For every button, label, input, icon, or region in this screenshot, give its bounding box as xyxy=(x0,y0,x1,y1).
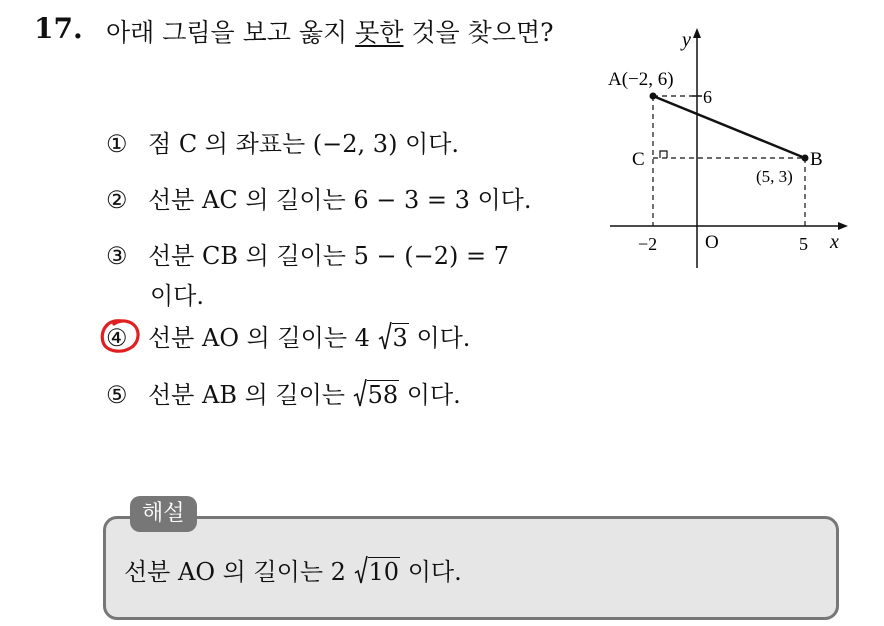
tick-label-x-neg2: −2 xyxy=(638,234,658,254)
option-5-text-post: 이다. xyxy=(399,381,461,409)
option-3-text-line2: 이다. xyxy=(150,282,204,310)
option-4-number: ④ xyxy=(106,324,128,352)
option-4-text-post: 이다. xyxy=(408,324,471,352)
option-4-radicand: 3 xyxy=(392,324,408,352)
question-text-emphasis: 못한 xyxy=(355,18,404,47)
coordinate-graph xyxy=(600,20,850,280)
option-2[interactable] xyxy=(106,180,531,220)
option-2-text: 선분 AC 의 길이는 6 − 3 = 3 이다. xyxy=(148,186,532,214)
option-5-text-pre: 선분 AB 의 길이는 xyxy=(148,381,353,409)
tick-label-x-5: 5 xyxy=(799,234,808,254)
explanation-tag: 해설 xyxy=(130,496,197,532)
point-b-dot xyxy=(802,155,809,162)
point-c-label: C xyxy=(632,149,645,170)
option-4[interactable] xyxy=(106,318,470,358)
origin-label: O xyxy=(705,232,719,253)
question-text-after: 것을 찾으면? xyxy=(403,18,554,47)
explanation-text-pre: 선분 AO 의 길이는 2 xyxy=(124,558,354,586)
option-5-radicand: 58 xyxy=(367,381,399,409)
option-5[interactable] xyxy=(106,375,461,415)
question-text-before: 아래 그림을 보고 옳지 xyxy=(106,18,356,47)
question-number: 17. xyxy=(34,12,83,45)
option-4-sqrt xyxy=(378,318,409,358)
option-1-text: 점 C 의 좌표는 (−2, 3) 이다. xyxy=(148,130,460,158)
point-a-dot xyxy=(650,93,657,100)
option-5-number: ⑤ xyxy=(106,381,128,409)
y-axis-label: y xyxy=(682,29,691,51)
option-3-number: ③ xyxy=(106,242,128,270)
x-axis-label: x xyxy=(830,231,839,253)
explanation-text xyxy=(124,552,462,592)
option-4-text-pre: 선분 AO 의 길이는 4 xyxy=(148,324,378,352)
point-b-label: B xyxy=(810,149,823,170)
option-1[interactable] xyxy=(106,124,459,164)
point-b-coords: (5, 3) xyxy=(756,167,793,186)
option-3[interactable] xyxy=(106,236,509,276)
option-3-text-line1: 선분 CB 의 길이는 5 − (−2) = 7 xyxy=(148,242,509,270)
answer-mark-circle xyxy=(98,316,144,356)
tick-label-y-6: 6 xyxy=(703,87,712,107)
explanation-radicand: 10 xyxy=(368,558,400,586)
segment-ab xyxy=(653,96,805,158)
right-angle-mark xyxy=(660,151,667,158)
y-axis-arrow xyxy=(693,28,701,38)
option-2-number: ② xyxy=(106,186,128,214)
x-axis-arrow xyxy=(838,222,848,230)
explanation-text-post: 이다. xyxy=(400,558,462,586)
option-5-sqrt xyxy=(353,375,400,415)
option-1-number: ① xyxy=(106,130,128,158)
explanation-sqrt xyxy=(354,552,401,592)
point-a-label: A(−2, 6) xyxy=(608,69,674,90)
question-text xyxy=(106,12,586,54)
